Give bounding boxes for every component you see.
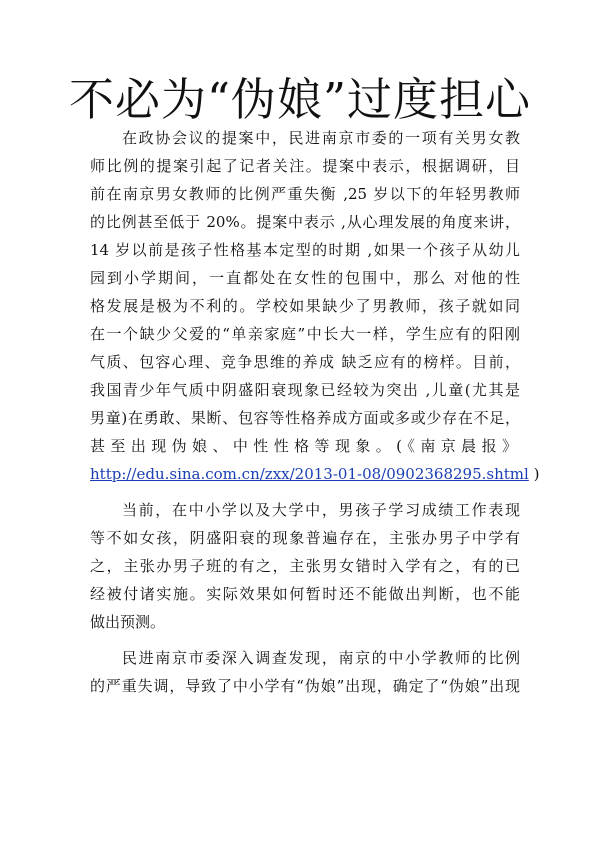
paragraph-line: 之，主张办男子班的有之，主张男女错时入学有之，有的已 — [90, 557, 520, 575]
paragraph-line: 民进南京市委深入调查发现，南京的中小学教师的比例 — [122, 649, 520, 667]
paragraph-line: 我国青少年气质中阴盛阳衰现象已经较为突出 ,儿童(尤其是 — [90, 381, 520, 399]
source-line — [90, 460, 540, 488]
paragraph-line: 14 岁以前是孩子性格基本定型的时期 ,如果一个孩子从幼儿 — [90, 241, 520, 259]
article-title: 不必为“伪娘”过度担心 — [68, 73, 531, 126]
paragraph-line: 等不如女孩，阴盛阳衰的现象普遍存在，主张办男子中学有 — [90, 529, 520, 547]
paragraph-line: 师比例的提案引起了记者关注。提案中表示，根据调研，目 — [90, 157, 520, 175]
paragraph-3 — [90, 644, 520, 700]
paragraph-line: 在一个缺少父爱的“单亲家庭”中长大一样，学生应有的阳刚 — [90, 325, 520, 343]
paragraph-line: 格发展是极为不利的。学校如果缺少了男教师，孩子就如同 — [90, 297, 520, 315]
paragraph-line: 甚至出现伪娘、中性性格等现象。(《南京晨报》 — [90, 437, 520, 455]
paragraph-1 — [90, 124, 540, 488]
paragraph-2 — [90, 496, 520, 636]
paragraph-line: 在政协会议的提案中，民进南京市委的一项有关男女教 — [122, 129, 520, 147]
paragraph-line: 的严重失调，导致了中小学有“伪娘”出现，确定了“伪娘”出现 — [90, 677, 520, 695]
source-suffix: ) — [528, 465, 540, 483]
paragraph-line: 园到小学期间，一直都处在女性的包围中，那么 对他的性 — [90, 269, 520, 287]
paragraph-line: 当前，在中小学以及大学中，男孩子学习成绩工作表现 — [122, 501, 520, 519]
article-body — [90, 124, 540, 700]
source-link[interactable]: http://edu.sina.com.cn/zxx/2013-01-08/0902368295.shtml — [90, 465, 529, 483]
paragraph-line: 男童)在勇敢、果断、包容等性格养成方面或多或少存在不足， — [90, 409, 520, 427]
paragraph-line: 气质、包容心理、竞争思维的养成 缺乏应有的榜样。目前， — [90, 353, 520, 371]
paragraph-line: 前在南京男女教师的比例严重失衡 ,25 岁以下的年轻男教师 — [90, 185, 520, 203]
paragraph-line: 的比例甚至低于 20%。提案中表示 ,从心理发展的角度来讲， — [90, 213, 520, 231]
paragraph-line: 做出预测。 — [90, 613, 166, 631]
paragraph-line: 经被付诸实施。实际效果如何暂时还不能做出判断，也不能 — [90, 585, 520, 603]
